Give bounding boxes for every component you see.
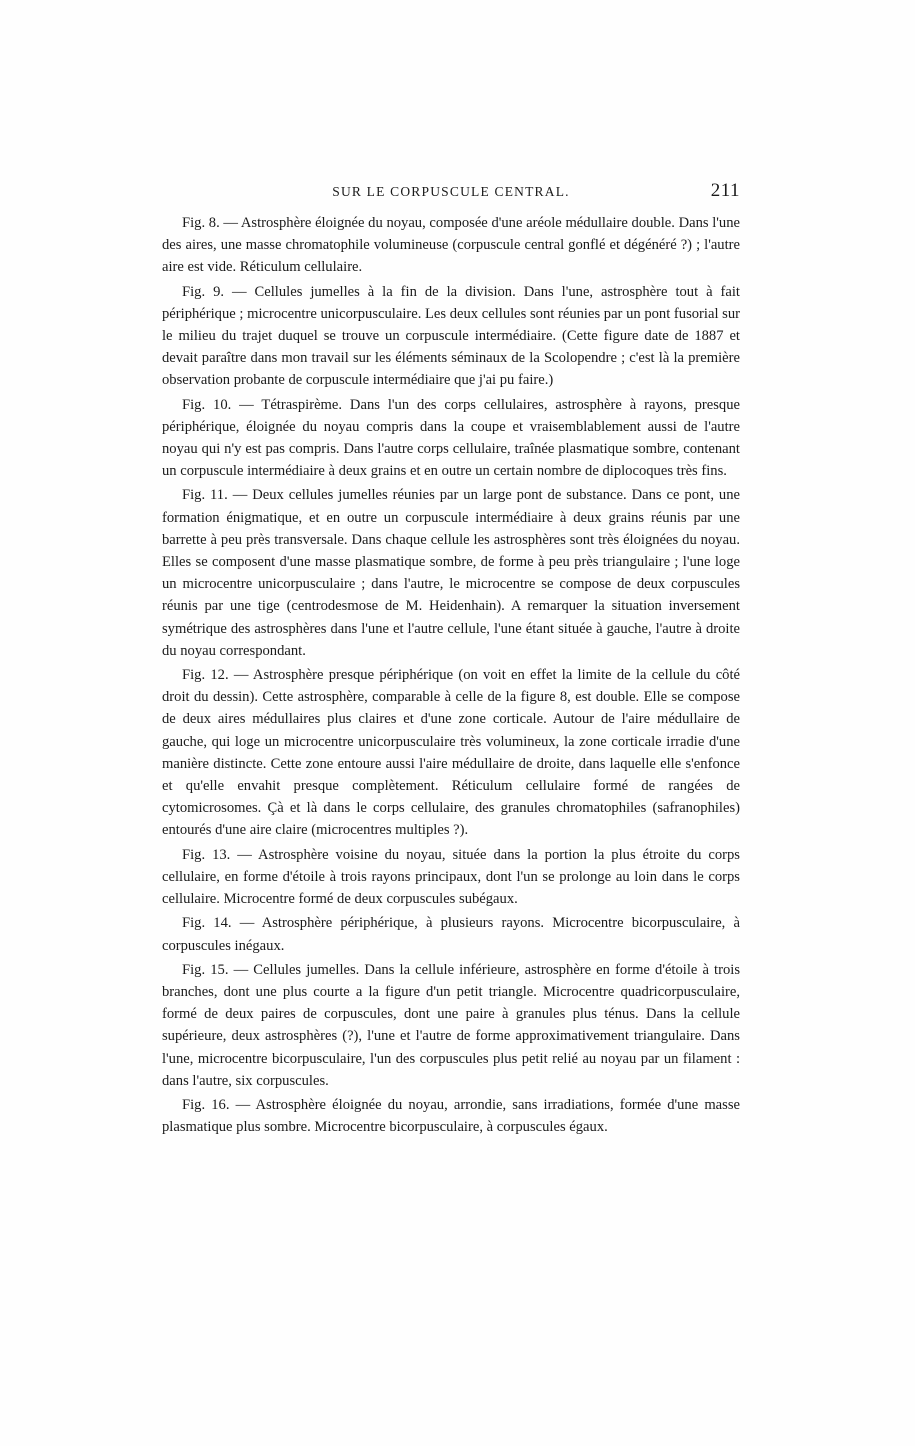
- caption-fig-8: Fig. 8. — Astrosphère éloignée du noyau, composée d'une aréole médullaire double. Dans l'une des aires, une masse chromatophile volumineuse (corpuscule central gonflé et dégénéré ?) ; l'autre aire est vide. Réticulum cellulaire.: [162, 215, 740, 276]
- caption-fig-10: Fig. 10. — Tétraspirème. Dans l'un des corps cellulaires, astrosphère à rayons, presque périphérique, éloignée du noyau compris dans la coupe et vraisemblablement aussi de l'autre noyau qui n'y est pas compris. Dans l'autre corps cellulaire, traînée plasmatique sombre, contenant un corpuscule intermédiaire à deux grains et en outre un certain nombre de diplocoques très fins.: [162, 396, 740, 480]
- caption-fig-16: Fig. 16. — Astrosphère éloignée du noyau, arrondie, sans irradiations, formée d'une masse plasmatique plus sombre. Microcentre bicorpusculaire, à corpuscules égaux.: [162, 1096, 740, 1136]
- figure-captions: [162, 212, 740, 1138]
- caption-fig-12: Fig. 12. — Astrosphère presque périphérique (on voit en effet la limite de la cellule du côté droit du dessin). Cette astrosphère, comparable à celle de la figure 8, est double. Elle se compose de deux aires médullaires plus claires et d'une zone corticale. Autour de l'aire médullaire de gauche, qui loge un microcentre unicorpusculaire très volumineux, la zone corticale irradie d'une manière distincte. Cette zone entoure aussi l'aire médullaire de droite, dans laquelle elle s'enfonce et qu'elle envahit presque complètement. Réticulum cellulaire formé de rangées de cytomicrosomes. Çà et là dans le corps cellulaire, des granules chromatophiles (safranophiles) entourés d'une aire claire (microcentres multiples ?).: [162, 667, 740, 839]
- running-head: [162, 180, 740, 204]
- running-title: SUR LE CORPUSCULE CENTRAL.: [332, 184, 570, 199]
- caption-fig-9: Fig. 9. — Cellules jumelles à la fin de la division. Dans l'une, astrosphère tout à fait périphérique ; microcentre unicorpusculaire. Les deux cellules sont réunies par un pont fusorial sur le milieu du trajet duquel se trouve un corpuscule intermédiaire. (Cette figure date de 1887 et devait paraître dans mon travail sur les éléments séminaux de la Scolopendre ; c'est là la première observation probante de corpuscule intermédiaire que j'ai pu faire.): [162, 283, 740, 389]
- page-number: 211: [710, 180, 740, 201]
- caption-fig-11: Fig. 11. — Deux cellules jumelles réunies par un large pont de substance. Dans ce pont, une formation énigmatique, et en outre un corpuscule intermédiaire à deux grains réunis par une barrette à peu près transversale. Dans chaque cellule les astrosphères sont très éloignées du noyau. Elles se composent d'une masse plasmatique sombre, de forme à peu près triangulaire ; l'une loge un microcentre unicorpusculaire ; dans l'autre, le microcentre se compose de deux corpuscules réunis par une tige (centrodesmose de M. Heidenhain). A remarquer la situation inversement symétrique des astrosphères dans l'une et l'autre cellule, l'une étant située à gauche, l'autre à droite du noyau correspondant.: [162, 487, 740, 659]
- caption-fig-13: Fig. 13. — Astrosphère voisine du noyau, située dans la portion la plus étroite du corps cellulaire, en forme d'étoile à trois rayons principaux, dont l'un se prolonge au loin dans le corps cellulaire. Microcentre formé de deux corpuscules subégaux.: [162, 846, 740, 908]
- caption-fig-15: Fig. 15. — Cellules jumelles. Dans la cellule inférieure, astrosphère en forme d'étoile à trois branches, dont une plus courte a la figure d'un petit triangle. Microcentre quadricorpusculaire, formé de deux paires de corpuscules, dont une paire à granules plus ténus. Dans la cellule supérieure, deux astrosphères (?), l'une et l'autre de forme approximativement triangulaire. Dans l'une, microcentre bicorpusculaire, l'un des corpuscules plus petit relié au noyau par un filament : dans l'autre, six corpuscules.: [162, 961, 740, 1089]
- caption-fig-14: Fig. 14. — Astrosphère périphérique, à plusieurs rayons. Microcentre bicorpusculaire, à corpuscules inégaux.: [162, 915, 740, 954]
